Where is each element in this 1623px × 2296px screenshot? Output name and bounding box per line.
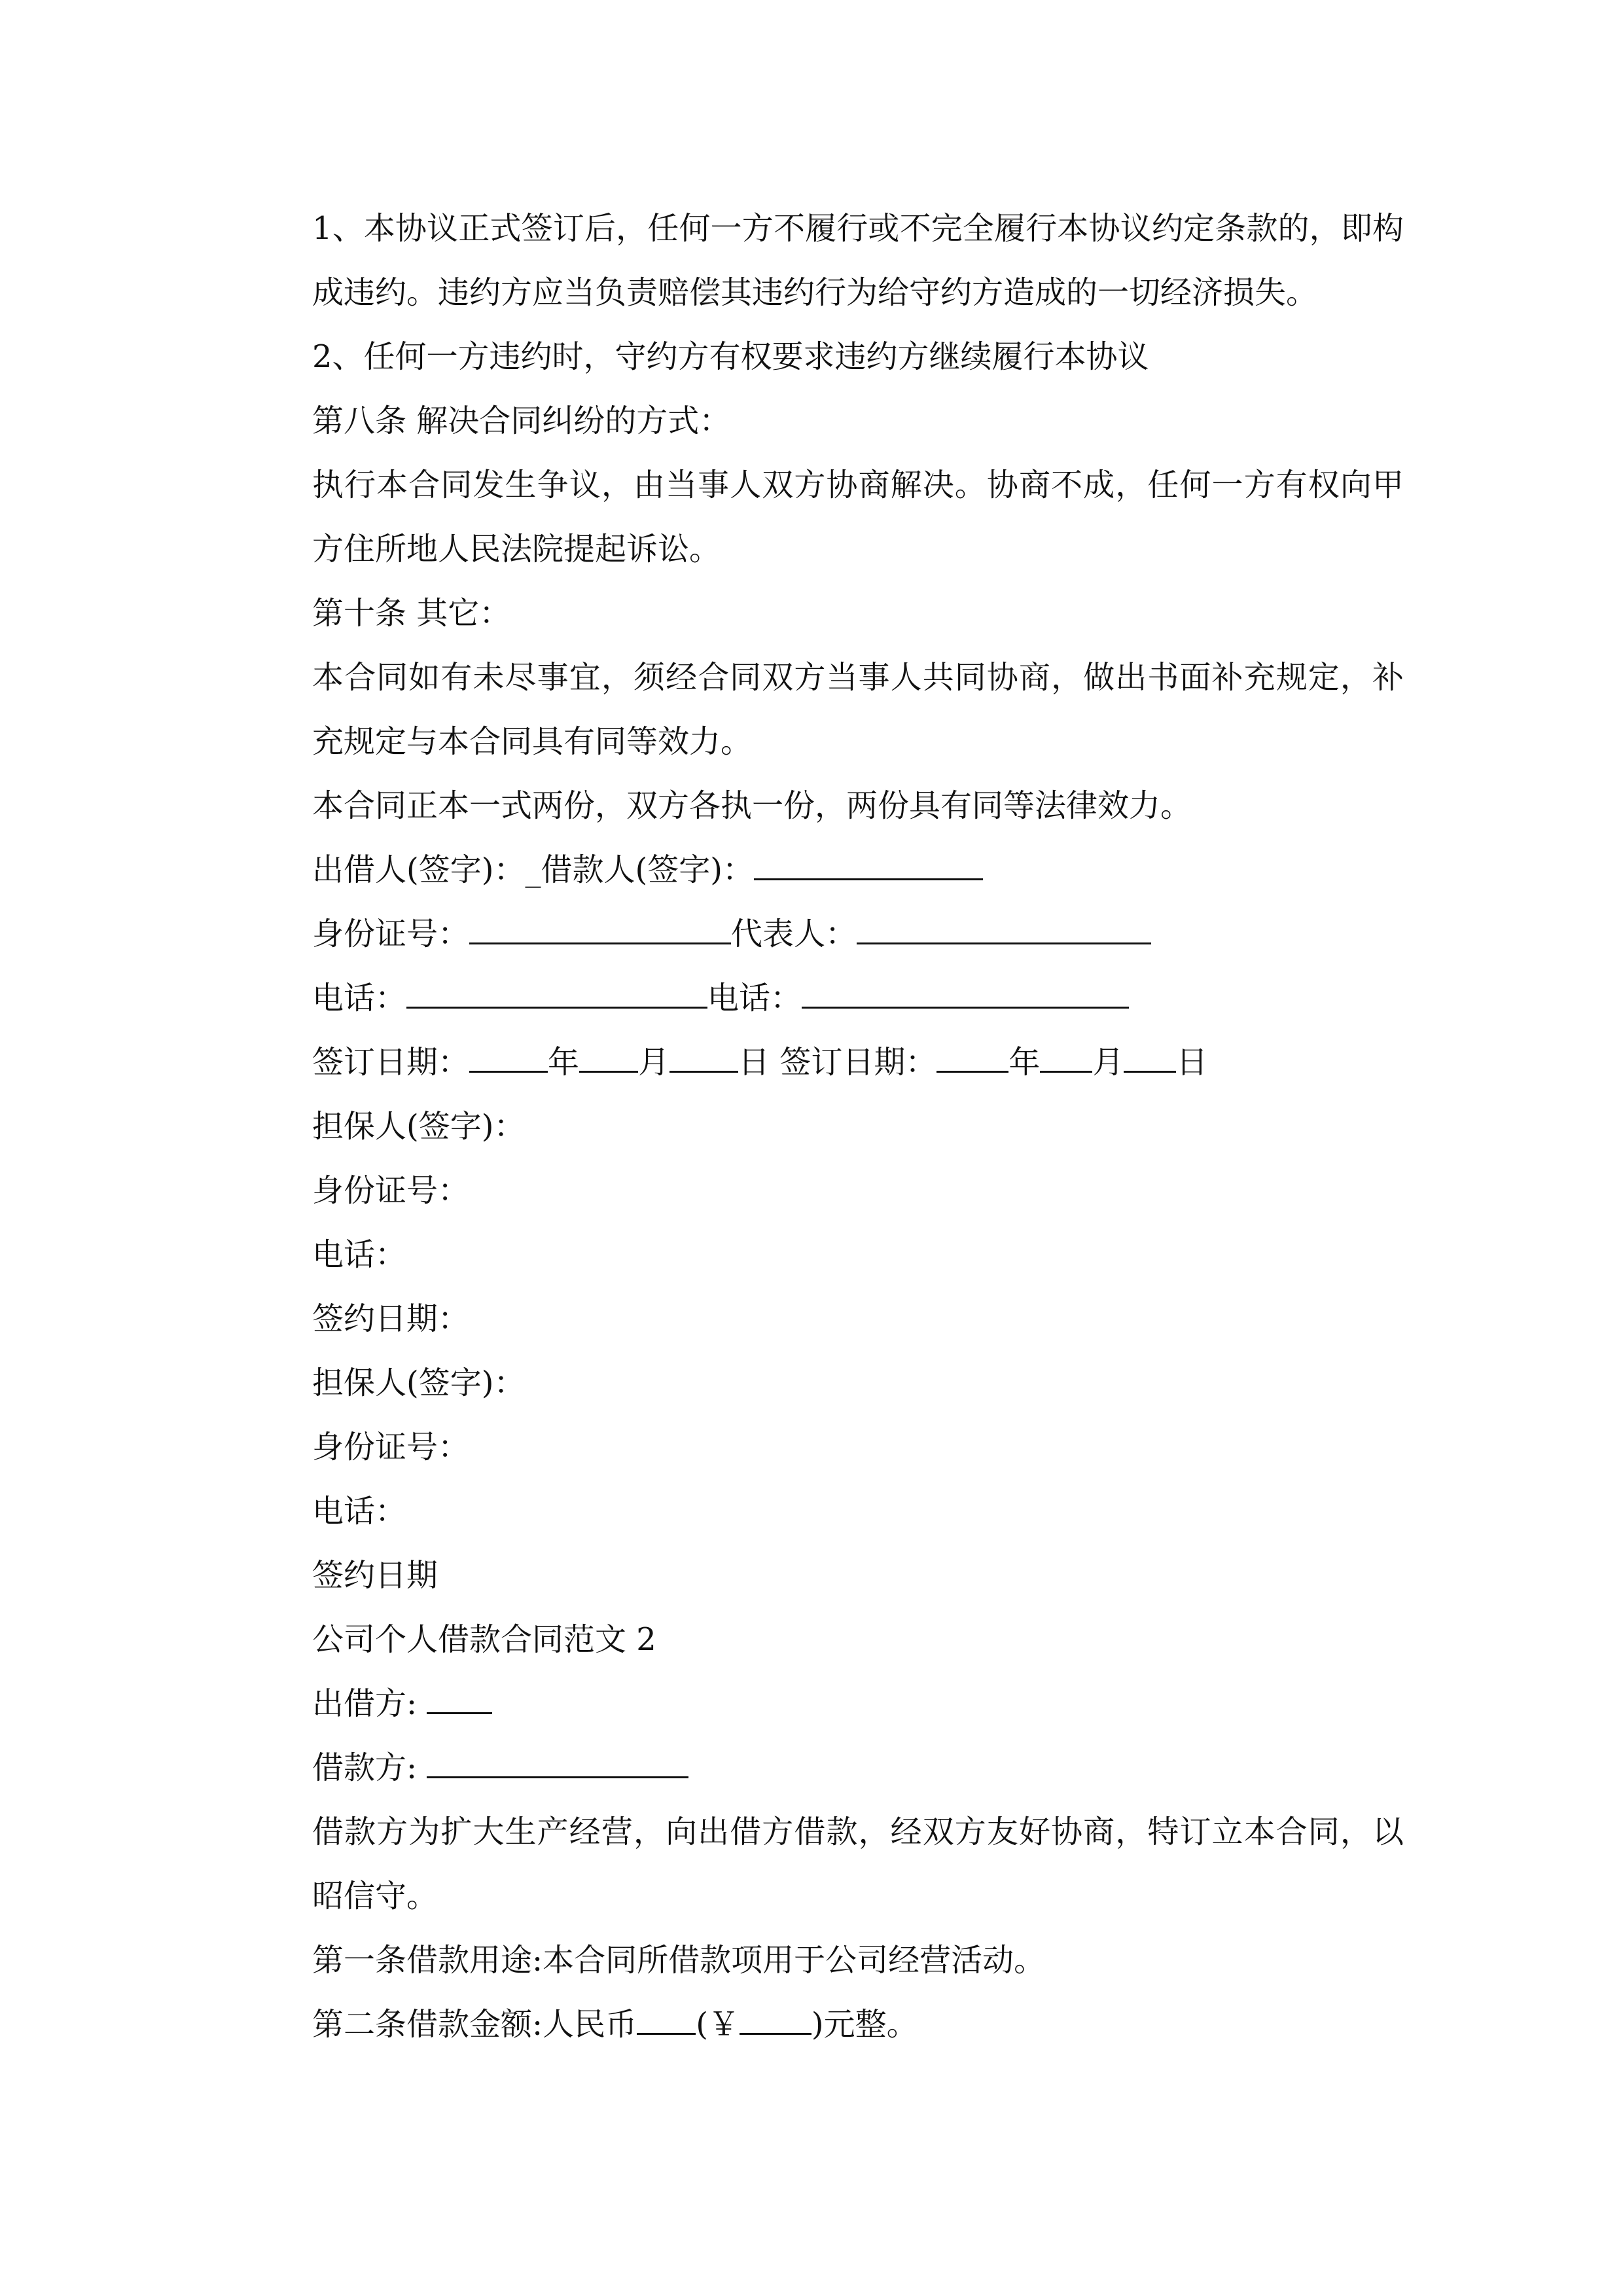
phone-blank-1[interactable] bbox=[406, 978, 707, 1009]
phone-blank-2[interactable] bbox=[802, 978, 1129, 1009]
month-label-1: 月 bbox=[638, 1044, 670, 1081]
month-blank-2[interactable] bbox=[1040, 1043, 1092, 1073]
sign-date-label-1: 签订日期： bbox=[312, 1044, 470, 1081]
amount-number-blank[interactable] bbox=[740, 2005, 812, 2035]
month-blank-1[interactable] bbox=[579, 1043, 638, 1073]
guarantor-2-id: 身份证号： bbox=[312, 1429, 470, 1465]
contract-2-lender-blank[interactable] bbox=[427, 1684, 492, 1714]
guarantor-2-date: 签约日期 bbox=[312, 1557, 438, 1594]
day-label-1: 日 bbox=[738, 1044, 770, 1081]
guarantor-1-id: 身份证号： bbox=[312, 1172, 470, 1209]
phone-label-2: 电话： bbox=[707, 980, 802, 1016]
contract-2-borrower-line bbox=[245, 1736, 1404, 1800]
guarantor-1-date: 签约日期： bbox=[312, 1300, 470, 1337]
month-label-2: 月 bbox=[1092, 1044, 1124, 1081]
id-number-blank[interactable] bbox=[469, 914, 731, 944]
contract-2-borrower-blank[interactable] bbox=[427, 1748, 688, 1778]
guarantor-2-signature: 担保人(签字)： bbox=[312, 1365, 526, 1401]
article-2-prefix: 第二条借款金额:人民币 bbox=[312, 2006, 637, 2043]
article-2-mid: (￥ bbox=[696, 2006, 740, 2043]
contract-2-intro: 借款方为扩大生产经营，向出借方借款，经双方友好协商，特订立本合同，以昭信守。 bbox=[312, 1814, 1404, 1914]
day-blank-2[interactable] bbox=[1124, 1043, 1176, 1073]
paragraph-dispute-resolution: 执行本合同发生争议，由当事人双方协商解决。协商不成，任何一方有权向甲方住所地人民法院提起诉讼。 bbox=[312, 467, 1404, 567]
signature-line-id-rep bbox=[245, 902, 1404, 966]
contract-2-borrower-label: 借款方: bbox=[312, 1749, 427, 1786]
guarantor-1-phone: 电话： bbox=[312, 1236, 407, 1273]
amount-chinese-blank[interactable] bbox=[637, 2005, 696, 2035]
paragraph-supplementary: 本合同如有未尽事宜，须经合同双方当事人共同协商，做出书面补充规定，补充规定与本合同具有同等效力。 bbox=[312, 659, 1404, 760]
article-10-heading: 第十条 其它： bbox=[312, 595, 511, 632]
article-8-heading: 第八条 解决合同纠纷的方式： bbox=[312, 403, 731, 439]
year-blank-2[interactable] bbox=[936, 1043, 1008, 1073]
contract-2-lender-line bbox=[245, 1672, 1404, 1736]
borrower-signature-label: 借款人(签字)： bbox=[541, 852, 754, 888]
paragraph-copies: 本合同正本一式两份，双方各执一份，两份具有同等法律效力。 bbox=[312, 787, 1192, 824]
contract-2-article-1: 第一条借款用途:本合同所借款项用于公司经营活动。 bbox=[312, 1942, 1046, 1979]
lender-signature-label: 出借人(签字)：_ bbox=[312, 852, 541, 888]
id-number-label: 身份证号： bbox=[312, 916, 470, 952]
representative-label: 代表人： bbox=[731, 916, 857, 952]
contract-2-article-2 bbox=[245, 1992, 1404, 2056]
guarantor-1-signature: 担保人(签字)： bbox=[312, 1108, 526, 1145]
contract-2-lender-label: 出借方: bbox=[312, 1685, 427, 1722]
signature-line-phones bbox=[245, 966, 1404, 1030]
year-label-2: 年 bbox=[1008, 1044, 1041, 1081]
contract-2-title: 公司个人借款合同范文 2 bbox=[312, 1621, 656, 1658]
signature-line-lender-borrower bbox=[245, 838, 1404, 902]
guarantor-2-phone: 电话： bbox=[312, 1493, 407, 1530]
day-blank-1[interactable] bbox=[669, 1043, 738, 1073]
paragraph-breach-clause-2: 2、任何一方违约时，守约方有权要求违约方继续履行本协议 bbox=[312, 338, 1149, 375]
paragraph-breach-clause-1: 1、本协议正式签订后，任何一方不履行或不完全履行本协议约定条款的，即构成违约。违约方应当负责赔偿其违约行为给守约方造成的一切经济损失。 bbox=[312, 210, 1404, 311]
year-label-1: 年 bbox=[548, 1044, 580, 1081]
representative-blank[interactable] bbox=[857, 914, 1151, 944]
phone-label-1: 电话： bbox=[312, 980, 407, 1016]
document-body bbox=[245, 196, 1404, 2056]
borrower-signature-blank[interactable] bbox=[754, 850, 983, 880]
day-label-2: 日 bbox=[1176, 1044, 1208, 1081]
year-blank-1[interactable] bbox=[469, 1043, 548, 1073]
article-2-suffix: )元整。 bbox=[811, 2006, 918, 2043]
signature-line-dates bbox=[245, 1030, 1404, 1094]
sign-date-label-2: 签订日期： bbox=[779, 1044, 937, 1081]
